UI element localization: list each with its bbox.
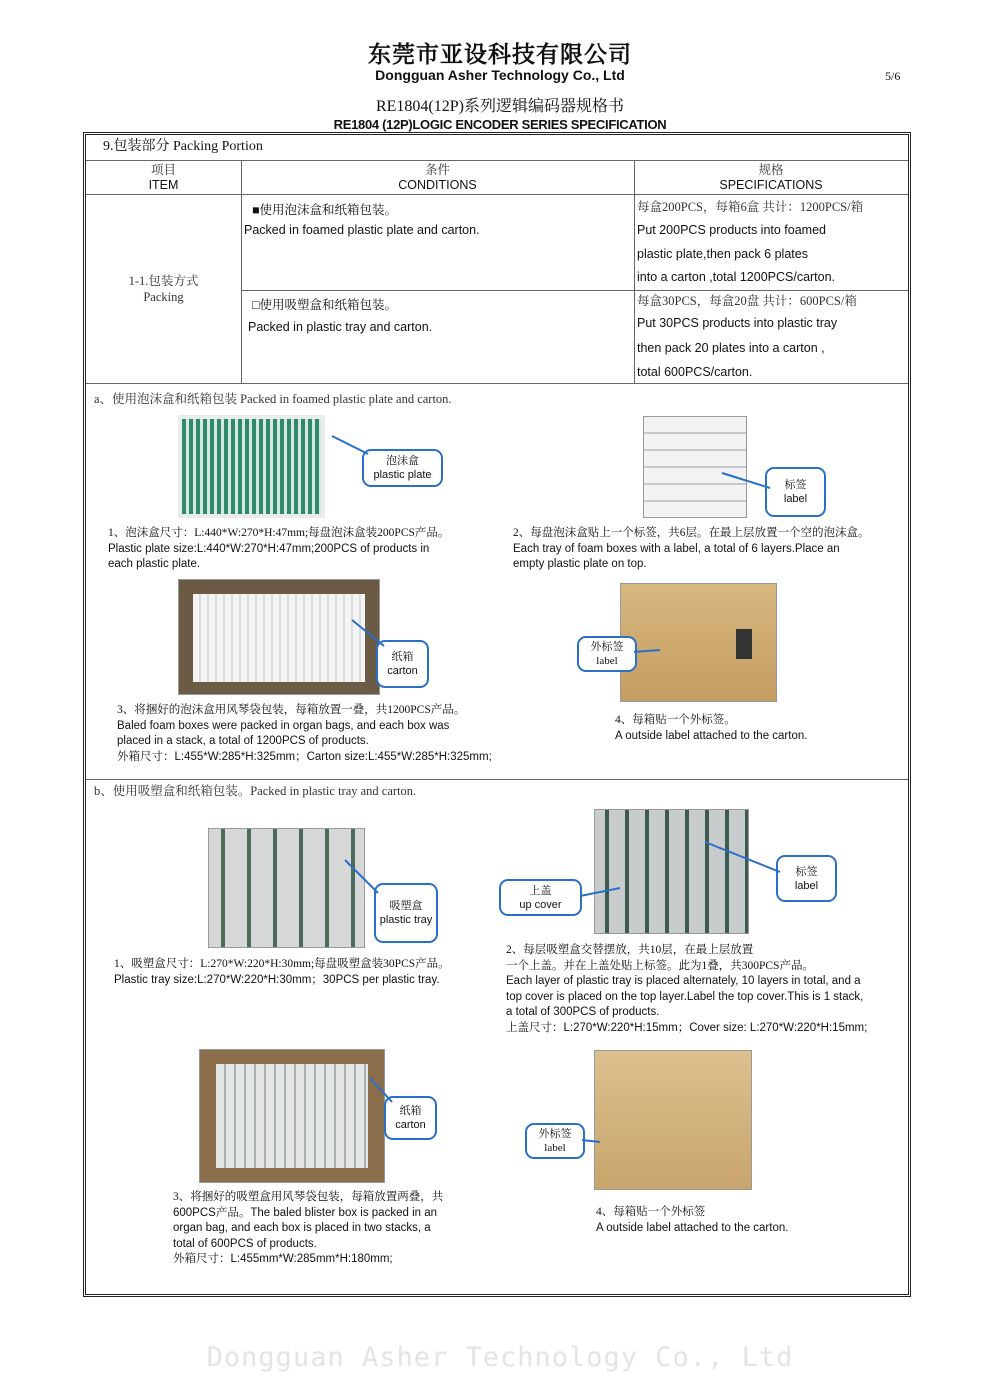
- tray-stack-photo: [594, 809, 749, 934]
- callout-up-cover: 上盖 up cover: [499, 879, 582, 916]
- item-cn: 1-1.包装方式: [128, 274, 199, 288]
- condition-2-cn: □使用吸塑盒和纸箱包装。: [252, 298, 398, 312]
- caption-b1: 1、吸塑盒尺寸：L:270*W:220*H:30mm;每盘吸塑盒装30PCS产品。 Plastic tray size:L:270*W:220*H:30mm；30PCS per plastic tray.: [114, 958, 450, 986]
- company-name-en: Dongguan Asher Technology Co., Ltd: [375, 67, 625, 83]
- callout-carton: 纸箱 carton: [384, 1096, 437, 1140]
- spec-1-line: 每盒200PCS，每箱6盒 共计：1200PCS/箱: [637, 200, 864, 214]
- col-conditions-cn: 条件: [424, 163, 450, 177]
- spec-2-line: 每盒30PCS，每盒20盘 共计：600PCS/箱: [637, 294, 857, 308]
- condition-1-cn: ■使用泡沫盒和纸箱包装。: [252, 203, 398, 217]
- spec-2-line: total 600PCS/carton.: [637, 365, 753, 379]
- section-title: 9.包装部分 Packing Portion: [103, 139, 263, 154]
- col-item-en: ITEM: [148, 178, 179, 192]
- item-en: Packing: [143, 290, 184, 304]
- document-title-en: RE1804 (12P)LOGIC ENCODER SERIES SPECIFICATION: [333, 117, 667, 132]
- callout-carton: 纸箱 carton: [376, 640, 429, 688]
- condition-2-en: Packed in plastic tray and carton.: [248, 320, 433, 334]
- caption-a3: 3、将捆好的泡沫盒用风琴袋包装，每箱放置一叠，共1200PCS产品。 Baled foam boxes were packed in organ bags, and each box was placed in a stack, a total of 1200PCS of products. 外箱尺寸：L:455*W:285*H:325mm；Carton size:L:455*W:285*H:325mm;: [117, 704, 492, 763]
- col-item-cn: 项目: [150, 163, 176, 177]
- callout-outer-label: 外标签 label: [525, 1123, 585, 1159]
- caption-a4: 4、每箱贴一个外标签。 A outside label attached to the carton.: [615, 714, 808, 742]
- divider: [86, 194, 908, 195]
- divider: [634, 160, 635, 383]
- caption-a1: 1、泡沫盒尺寸：L:440*W:270*H:47mm;每盘泡沫盒装200PCS产品。 Plastic plate size:L:440*W:270*H:47mm;200PCS of products in each plastic plate.: [108, 527, 450, 570]
- tray-carton-photo: [199, 1049, 385, 1183]
- divider: [241, 290, 908, 291]
- spec-1-line: into a carton ,total 1200PCS/carton.: [637, 270, 836, 284]
- part-a-title: a、使用泡沫盒和纸箱包装 Packed in foamed plastic plate and carton.: [94, 392, 452, 406]
- callout-plastic-tray: 吸塑盒 plastic tray: [374, 883, 438, 943]
- plastic-tray-photo: [208, 828, 365, 948]
- sealed-carton-photo: [620, 583, 777, 702]
- spec-1-line: plastic plate,then pack 6 plates: [637, 247, 808, 261]
- caption-b3: 3、将捆好的吸塑盒用风琴袋包装，每箱放置两叠，共 600PCS产品。The baled blister box is packed in an organ bag, and each box is placed in two stacks, a total of 600PCS of products. 外箱尺寸：L:455mm*W:285mm*H:180mm;: [173, 1191, 444, 1265]
- company-name-cn: 东莞市亚设科技有限公司: [368, 42, 632, 68]
- spec-2-line: then pack 20 plates into a carton ,: [637, 341, 825, 355]
- callout-label: 标签 label: [765, 467, 826, 517]
- page-number: 5/6: [885, 69, 901, 83]
- caption-b4: 4、每箱贴一个外标签 A outside label attached to the carton.: [596, 1206, 789, 1234]
- document-title-cn: RE1804(12P)系列逻辑编码器规格书: [375, 98, 624, 115]
- watermark: Dongguan Asher Technology Co., Ltd: [206, 1342, 794, 1373]
- caption-b2: 2、每层吸塑盒交替摆放，共10层，在最上层放置 一个上盖。并在上盖处贴上标签。此为1叠，共300PCS产品。 Each layer of plastic tray is placed alternately, 10 layers in total, and a top cover is placed on the top layer.Label the top cover.This is 1 stack, a total of 300PCS of products. 上盖尺寸：L:270*W:220*H:15mm；Cover size: L:270*W:220*H:15mm;: [506, 944, 868, 1034]
- divider: [241, 160, 242, 383]
- col-conditions-en: CONDITIONS: [398, 178, 477, 192]
- packed-carton-photo: [178, 579, 380, 695]
- spec-1-line: Put 200PCS products into foamed: [637, 223, 827, 237]
- divider: [86, 779, 908, 780]
- col-specs-cn: 规格: [758, 163, 784, 177]
- foam-plate-photo: [178, 415, 325, 518]
- spec-2-line: Put 30PCS products into plastic tray: [637, 316, 838, 330]
- foam-stack-photo: [643, 416, 747, 518]
- condition-1-en: Packed in foamed plastic plate and carton.: [244, 223, 480, 237]
- divider: [86, 160, 908, 161]
- divider: [86, 383, 908, 384]
- callout-outer-label: 外标签 label: [577, 636, 637, 672]
- tray-sealed-carton-photo: [594, 1050, 752, 1190]
- caption-a2: 2、每盘泡沫盒贴上一个标签，共6层。在最上层放置一个空的泡沫盒。 Each tray of foam boxes with a label, a total of 6 layers.Place an empty plastic plate on top.: [513, 527, 870, 570]
- part-b-title: b、使用吸塑盒和纸箱包装。Packed in plastic tray and carton.: [94, 784, 417, 798]
- col-specs-en: SPECIFICATIONS: [719, 178, 823, 192]
- callout-plastic-plate: 泡沫盒 plastic plate: [362, 449, 443, 487]
- callout-label: 标签 label: [776, 855, 837, 902]
